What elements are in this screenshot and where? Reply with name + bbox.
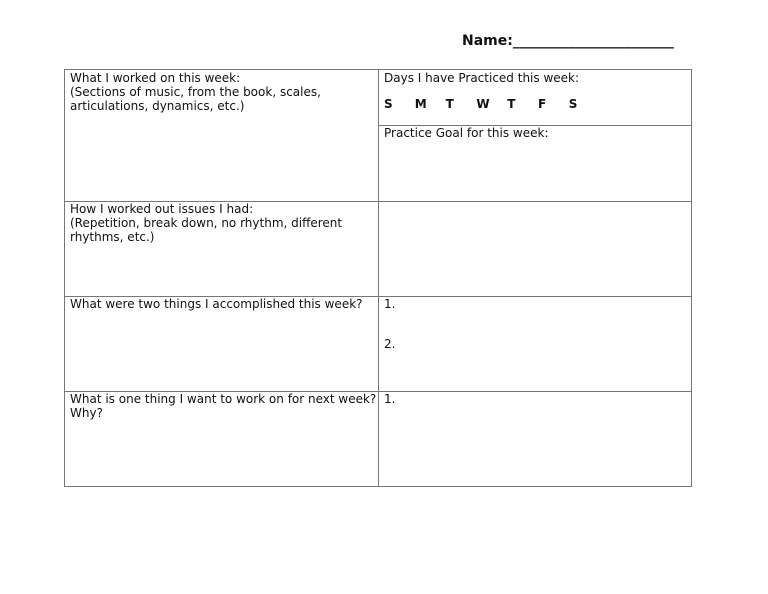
day-wednesday[interactable]: W xyxy=(476,97,490,111)
practice-log-table xyxy=(64,69,692,487)
accomplished-item-1[interactable]: 1. xyxy=(384,297,396,311)
name-field-label[interactable]: Name:_______________________ xyxy=(462,33,674,49)
accomplished-prompt: What were two things I accomplished this week? xyxy=(70,297,363,311)
next-week-item-1[interactable]: 1. xyxy=(384,392,396,406)
day-friday[interactable]: F xyxy=(537,97,547,111)
days-practiced-label: Days I have Practiced this week: xyxy=(384,71,580,85)
day-saturday[interactable]: S xyxy=(568,97,578,111)
practice-goal-label: Practice Goal for this week: xyxy=(384,126,549,140)
accomplished-item-2[interactable]: 2. xyxy=(384,337,396,351)
next-week-prompt: What is one thing I want to work on for next week? Why? xyxy=(70,392,377,420)
days-of-week xyxy=(384,97,600,111)
day-tuesday[interactable]: T xyxy=(445,97,454,111)
day-monday[interactable]: M xyxy=(414,97,427,111)
day-thursday[interactable]: T xyxy=(507,97,516,111)
column-divider xyxy=(378,70,379,486)
day-sunday[interactable]: S xyxy=(384,97,393,111)
issues-prompt: How I worked out issues I had: (Repetition, break down, no rhythm, different rhythms, etc.) xyxy=(70,202,343,244)
worked-on-prompt: What I worked on this week: (Sections of music, from the book, scales, articulations, dynamics, etc.) xyxy=(70,71,321,113)
